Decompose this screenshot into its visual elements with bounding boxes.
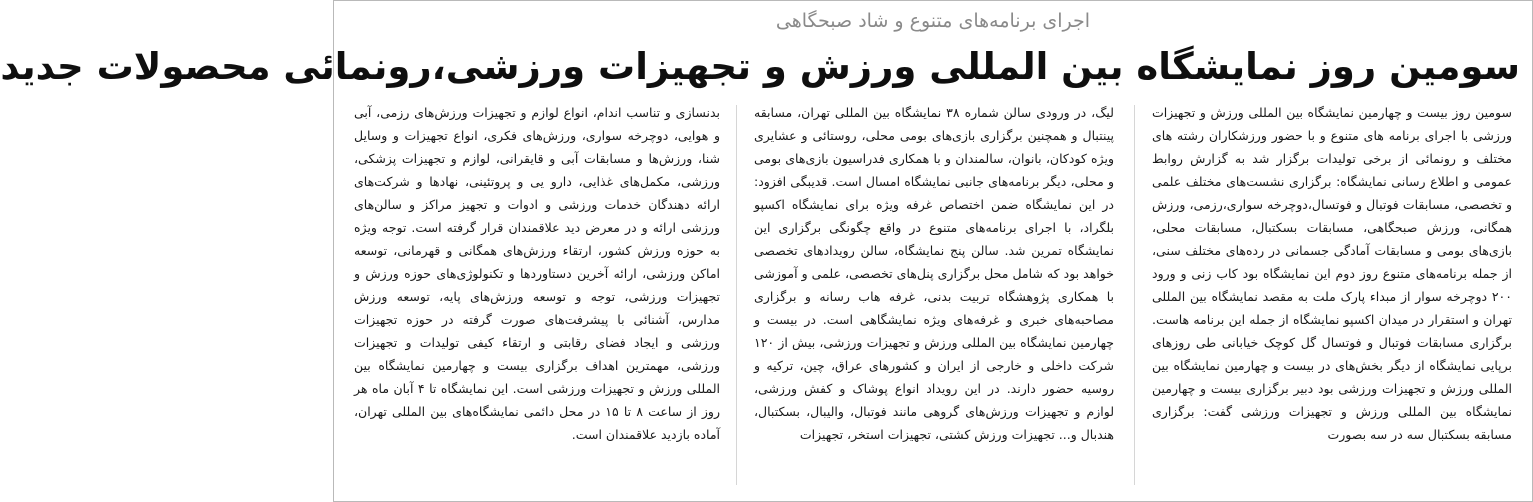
column-1-text: سومین روز بیست و چهارمین نمایشگاه بین المللی ورزش و تجهیزات ورزشی با اجرای برنامه های متنوع و با حضور ورزشکاران رشته های مختلف و رونمائی از برخی تولیدات برگزار شد به گزارش روابط عمومی و اطلاع رسانی نمایشگاه: برگزاری نشست‌های مختلف علمی و تخصصی، مسابقات فوتبال و فوتسال،دوچرخه سواری،رزمی، ورزش همگانی، ورزش صبحگاهی، مسابقات بسکتبال، مسابقات محلی، بازی‌های بومی و مسابقات آمادگی جسمانی در رده‌های مختلف سنی، از جمله برنامه‌های متنوع روز دوم این نمایشگاه بود کاب زنی و ورود ۲۰۰ دوچرخه سوار از مبداء پارک ملت به مقصد نمایشگاه بین المللی تهران و استقرار در میدان اکسپو نمایشگاه از جمله این برنامه هاست. برگزاری مسابقات فوتبال و فوتسال گل کوچک خیابانی طی روزهای برپایی نمایشگاه از دیگر بخش‌های در بیست و چهارمین نمایشگاه بین المللی ورزش و تجهیزات ورزشی بود دبیر برگزاری بیست و چهارمین نمایشگاه بین المللی ورزش و تجهیزات ورزشی گفت: برگزاری مسابقه بسکتبال سه در سه بصورت <box>1152 105 1512 442</box>
article-headline: سومین روز نمایشگاه بین المللی ورزش و تجهیزات ورزشی،رونمائی محصولات جدید <box>0 45 1520 88</box>
column-divider <box>1134 105 1135 485</box>
column-divider <box>736 105 737 485</box>
article-column-1 <box>1152 101 1512 496</box>
column-3-text: بدنسازی و تناسب اندام، انواع لوازم و تجهیزات ورزش‌های رزمی، آبی و هوایی، دوچرخه سواری، ورزش‌های فکری، انواع تجهیزات و وسایل شنا، ورزش‌ها و مسابقات آبی و قایقرانی، لوازم و تجهیزات پزشکی، ورزشی، مکمل‌های غذایی، دارو یی و پروتئینی، نهادها و شرکت‌های ارائه دهندگان خدمات ورزشی و ادوات و تجهیز مراکز و سالن‌های ورزشی ارائه و در معرض دید علاقمندان قرار گرفته است. توجه ویژه به حوزه ورزش کشور، ارتقاء ورزش‌های همگانی و قهرمانی، توسعه اماکن ورزشی، ارائه آخرین دستاوردها و تکنولوژی‌های حوزه ورزش و تجهیزات ورزشی، توجه و توسعه ورزش‌های پایه، توسعه ورزش مدارس، آشنائی با پیشرفت‌های صورت گرفته در حوزه تجهیزات ورزشی و ایجاد فضای رقابتی و ارتقاء کیفی تولیدات و تجهیزات ورزشی، مهمترین اهداف برگزاری بیست و چهارمین نمایشگاه بین المللی ورزش و تجهیزات ورزشی است. این نمایشگاه تا ۴ آبان ماه هر روز از ساعت ۸ تا ۱۵ در محل دائمی نمایشگاه‌های بین المللی تهران، آماده بازدید علاقمندان است. <box>354 105 720 442</box>
article-subtitle: اجرای برنامه‌های متنوع و شاد صبحگاهی <box>775 10 1091 32</box>
column-2-text: لیگ، در ورودی سالن شماره ۳۸ نمایشگاه بین المللی تهران، مسابقه پینتبال و همچنین برگزاری بازی‌های بومی محلی، روستائی و عشایری ویژه کودکان، بانوان، سالمندان و با همکاری فدراسیون بازی‌های بومی و محلی، دیگر برنامه‌های جانبی نمایشگاه امسال است. قدیبگی افزود: در این نمایشگاه ضمن اختصاص غرفه ویژه برای نمایشگاه اکسپو بلگراد، با اجرای برنامه‌های متنوع در واقع چگونگی برگزاری این نمایشگاه تمرین شد. سالن پنج نمایشگاه، سالن رویدادهای تخصصی خواهد بود که شامل محل برگزاری پنل‌های تخصصی، علمی و آموزشی با همکاری پژوهشگاه تربیت بدنی، غرفه هاب رسانه و برگزاری مصاحبه‌های خبری و غرفه‌های ویژه نمایشگاهی است. در بیست و چهارمین نمایشگاه بین المللی ورزش و تجهیزات ورزشی، بیش از ۱۲۰ شرکت داخلی و خارجی از ایران و کشورهای عراق، چین، ترکیه و روسیه حضور دارند. در این رویداد انواع پوشاک و کفش ورزشی، لوازم و تجهیزات ورزش‌های گروهی مانند فوتبال، والیبال، بسکتبال، هندبال و... تجهیزات ورزش کشتی، تجهیزات استخر، تجهیزات <box>754 105 1114 442</box>
article-column-2 <box>754 101 1114 496</box>
article-column-3 <box>354 101 720 496</box>
article-body <box>334 101 1533 496</box>
